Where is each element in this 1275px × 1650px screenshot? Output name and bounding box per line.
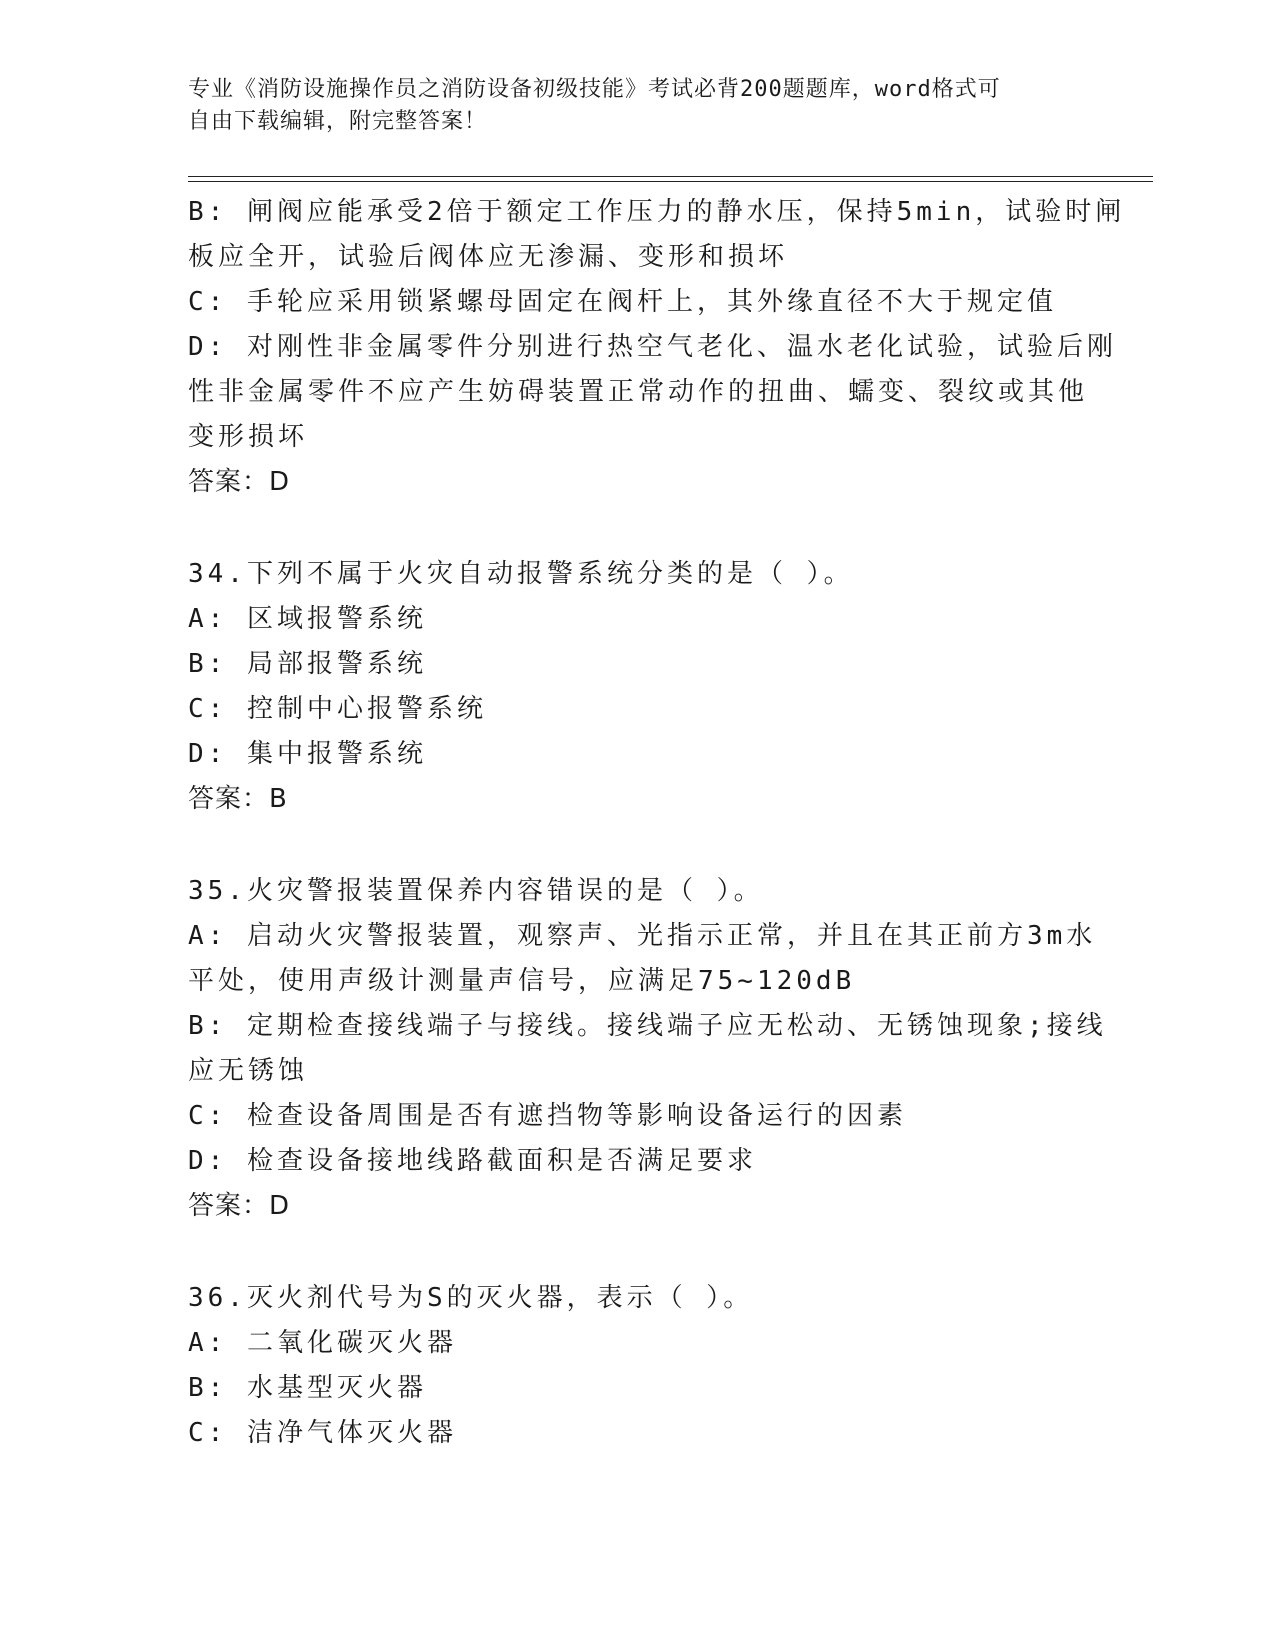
option-d: D: 集中报警系统: [188, 739, 427, 769]
option-line: 应无锈蚀: [188, 1056, 309, 1086]
question-spacer: [188, 1229, 1088, 1276]
option-line: 平处，使用声级计测量声信号，应满足75~120dB: [188, 966, 856, 996]
option-b: B: 水基型灭火器: [188, 1373, 427, 1403]
question-text: 35.火灾警报装置保养内容错误的是（ ）。: [188, 876, 764, 906]
option-line: 板应全开，试验后阀体应无渗漏、变形和损坏: [188, 242, 789, 272]
question-text: 34.下列不属于火灾自动报警系统分类的是（ ）。: [188, 559, 854, 589]
option-line: B: 定期检查接线端子与接线。接线端子应无松动、无锈蚀现象;接线: [188, 1011, 1107, 1041]
option-b: B: 局部报警系统: [188, 649, 427, 679]
header-line-1: 专业《消防设施操作员之消防设备初级技能》考试必背200题题库，word格式可: [188, 77, 1001, 102]
header-divider-bottom: [188, 181, 1153, 182]
option-line: A: 启动火灾警报装置，观察声、光指示正常，并且在其正前方3m水: [188, 921, 1097, 951]
option-a: A: 二氧化碳灭火器: [188, 1328, 457, 1358]
document-header: [188, 74, 1088, 138]
question-content: [188, 190, 1126, 1456]
option-line: D: 对刚性非金属零件分别进行热空气老化、温水老化试验，试验后刚: [188, 332, 1117, 362]
option-line: 性非金属零件不应产生妨碍装置正常动作的扭曲、蠕变、裂纹或其他: [188, 377, 1089, 407]
option-c: C: 控制中心报警系统: [188, 694, 487, 724]
option-line: C: 检查设备周围是否有遮挡物等影响设备运行的因素: [188, 1101, 907, 1131]
answer-line: 答案：B: [188, 784, 288, 814]
option-a: A: 区域报警系统: [188, 604, 427, 634]
question-spacer: [188, 505, 1088, 552]
header-line-2: 自由下载编辑，附完整答案！: [188, 109, 488, 134]
option-line: C: 手轮应采用锁紧螺母固定在阀杆上，其外缘直径不大于规定值: [188, 287, 1057, 317]
question-spacer: [188, 822, 1088, 869]
option-c: C: 洁净气体灭火器: [188, 1418, 457, 1448]
question-35: [188, 869, 1107, 1229]
answer-line: 答案：D: [188, 1191, 291, 1221]
question-36: [188, 1276, 1088, 1456]
question-34: [188, 552, 1088, 822]
question-33-tail: [188, 190, 1126, 505]
option-line: 变形损坏: [188, 422, 309, 452]
option-line: B: 闸阀应能承受2倍于额定工作压力的静水压，保持5min，试验时闸: [188, 197, 1126, 227]
question-text: 36.灭火剂代号为S的灭火器，表示（ ）。: [188, 1283, 754, 1313]
answer-line: 答案：D: [188, 467, 291, 497]
option-line: D: 检查设备接地线路截面积是否满足要求: [188, 1146, 757, 1176]
header-divider-top: [188, 176, 1153, 177]
